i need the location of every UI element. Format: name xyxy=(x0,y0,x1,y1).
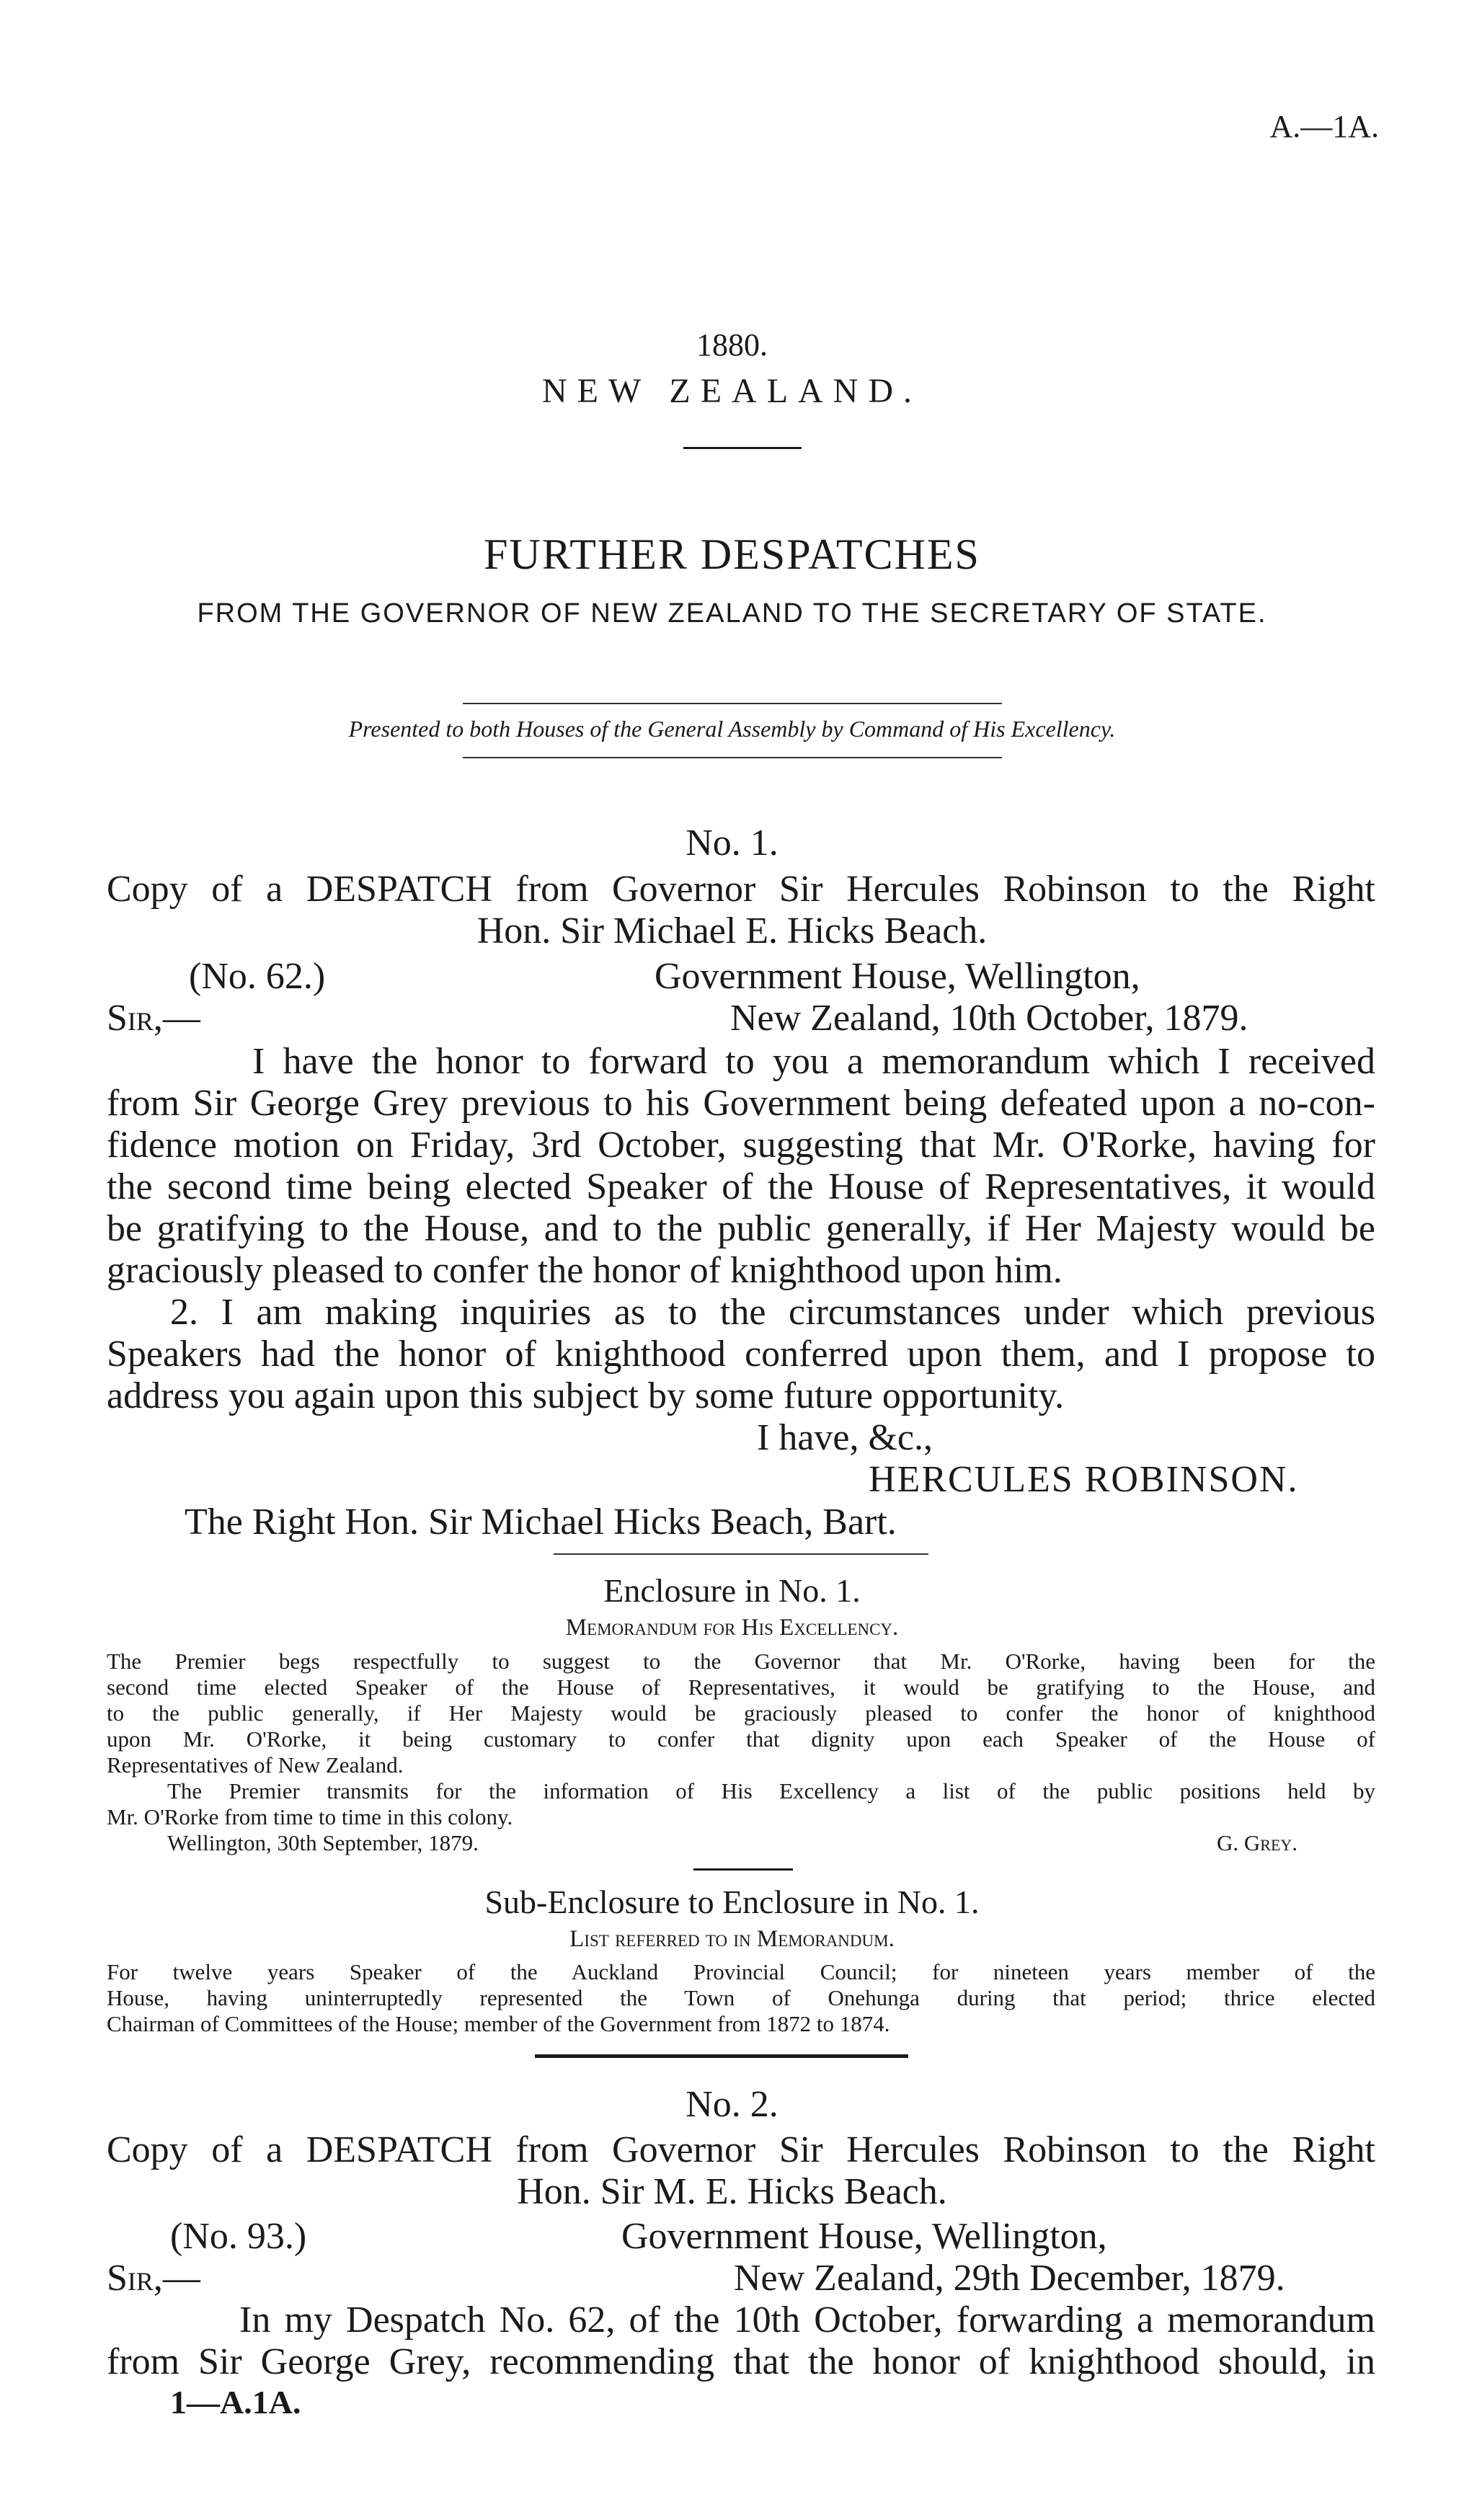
enclosure-title: Enclosure in No. 1. xyxy=(603,1572,861,1609)
paragraph-line: 2. I am making inquiries as to the circumstances under which previous xyxy=(170,1292,1375,1333)
enclosure-line: upon Mr. O'Rorke, it being customary to confer that dignity upon each Speaker of the House of xyxy=(107,1726,1375,1752)
paragraph-line: from Sir George Grey, recommending that the honor of knighthood should, in xyxy=(107,2341,1375,2382)
salutation: Sir,— xyxy=(107,2258,200,2299)
address-line1: Government House, Wellington, xyxy=(655,956,1140,997)
address-line2: New Zealand, 10th October, 1879. xyxy=(730,998,1248,1039)
page-reference: A.—1A. xyxy=(1269,109,1379,144)
enclosure-line: The Premier transmits for the information of His Excellency a list of the public positions held by xyxy=(167,1778,1375,1804)
address-line2: New Zealand, 29th December, 1879. xyxy=(734,2258,1285,2299)
year: 1880. xyxy=(696,327,768,363)
divider-rule xyxy=(463,757,1002,758)
divider-rule xyxy=(683,447,802,449)
sub-enclosure-line: Chairman of Committees of the House; member of the Government from 1872 to 1874. xyxy=(107,2011,890,2036)
paragraph-line: address you again upon this subject by some future opportunity. xyxy=(107,1375,1065,1416)
enclosure-line: The Premier begs respectfully to suggest to the Governor that Mr. O'Rorke, having been for the xyxy=(107,1649,1375,1674)
paragraph-line: from Sir George Grey previous to his Government being defeated upon a no-con- xyxy=(107,1083,1375,1124)
despatch-heading-line2: Hon. Sir Michael E. Hicks Beach. xyxy=(476,910,988,951)
paragraph-line: be gratifying to the House, and to the public generally, if Her Majesty would be xyxy=(107,1208,1375,1249)
paragraph-line: graciously pleased to confer the honor of knighthood upon him. xyxy=(107,1250,1062,1291)
enclosure-line: to the public generally, if Her Majesty would be graciously pleased to confer the honor of knighthood xyxy=(107,1700,1375,1726)
signature: HERCULES ROBINSON. xyxy=(869,1459,1299,1500)
paragraph-line: In my Despatch No. 62, of the 10th October, forwarding a memorandum xyxy=(239,2299,1375,2341)
document-subtitle: FROM THE GOVERNOR OF NEW ZEALAND TO THE SECRETARY OF STATE. xyxy=(197,598,1267,629)
paragraph-line: fidence motion on Friday, 3rd October, suggesting that Mr. O'Rorke, having for xyxy=(107,1124,1375,1166)
despatch-ref: (No. 62.) xyxy=(189,956,326,997)
closing: I have, &c., xyxy=(757,1417,933,1458)
addressee: The Right Hon. Sir Michael Hicks Beach, Bart. xyxy=(185,1501,897,1543)
salutation: Sir,— xyxy=(107,998,200,1039)
paragraph-line: Speakers had the honor of knighthood conferred upon them, and I propose to xyxy=(107,1334,1375,1375)
sub-enclosure-line: For twelve years Speaker of the Auckland Provincial Council; for nineteen years member of the xyxy=(107,1959,1375,1984)
despatch-heading-text: Copy of a DESPATCH from Governor Sir Hercules Robinson to the Right xyxy=(107,869,1375,910)
sub-enclosure-title: Sub-Enclosure to Enclosure in No. 1. xyxy=(484,1884,980,1920)
address-line1: Government House, Wellington, xyxy=(621,2216,1107,2257)
presented-line: Presented to both Houses of the General Assembly by Command of His Excellency. xyxy=(348,716,1116,742)
divider-rule xyxy=(463,703,1002,704)
sub-enclosure-line: House, having uninterruptedly represented the Town of Onehunga during that period; thrice elected xyxy=(107,1985,1375,2010)
divider-rule xyxy=(554,1553,928,1555)
despatch-number: No. 1. xyxy=(686,822,778,864)
despatch-heading-line1: Copy of a DESPATCH from Governor Sir Hercules Robinson to the Right xyxy=(107,2129,1375,2170)
enclosure-subtitle: Memorandum for His Excellency. xyxy=(565,1615,899,1641)
divider-rule xyxy=(535,2054,908,2058)
footer-signature-mark: 1—A.1A. xyxy=(170,2384,301,2421)
despatch-number: No. 2. xyxy=(686,2084,778,2125)
divider-rule xyxy=(693,1868,793,1871)
document-title: FURTHER DESPATCHES xyxy=(484,531,980,578)
country-heading: NEW ZEALAND. xyxy=(541,372,923,410)
paragraph-line: I have the honor to forward to you a memorandum which I received xyxy=(252,1041,1375,1082)
despatch-heading-line1 xyxy=(107,868,1375,911)
sub-enclosure-subtitle: List referred to in Memorandum. xyxy=(569,1926,895,1952)
enclosure-line: Mr. O'Rorke from time to time in this colony. xyxy=(107,1804,513,1829)
enclosure-line: second time elected Speaker of the House of Representatives, it would be gratifying to the House, and xyxy=(107,1674,1375,1700)
despatch-ref: (No. 93.) xyxy=(170,2216,307,2257)
despatch-heading-line2: Hon. Sir M. E. Hicks Beach. xyxy=(517,2171,947,2212)
enclosure-date: Wellington, 30th September, 1879. xyxy=(167,1830,479,1855)
enclosure-signature: G. Grey. xyxy=(1217,1830,1298,1855)
enclosure-line: Representatives of New Zealand. xyxy=(107,1752,404,1778)
paragraph-line: the second time being elected Speaker of the House of Representatives, it would xyxy=(107,1166,1375,1207)
